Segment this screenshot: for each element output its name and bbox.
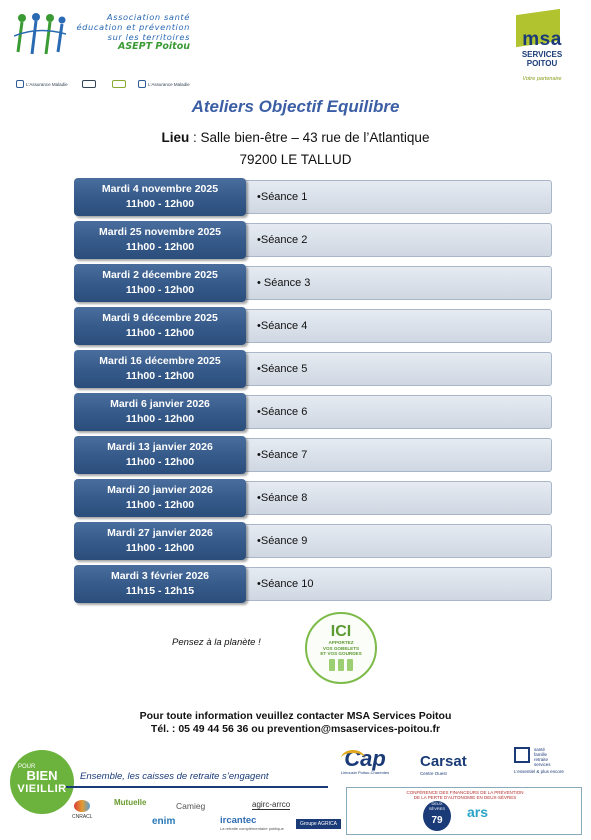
msa-small-words <box>534 747 551 767</box>
session-row <box>74 264 554 307</box>
footer-slogan: Ensemble, les caisses de retraite s’engagent <box>80 771 269 782</box>
cfppa-header-1: CONFÉRENCE DES FINANCEURS DE LA PRÉVENTION <box>406 790 524 795</box>
cfppa-header <box>347 790 583 800</box>
page-title: Ateliers Objectif Equilibre <box>191 97 400 116</box>
asept-poitou-logo <box>14 6 189 70</box>
msa-word-3: retraite <box>534 757 549 762</box>
seance-label: •Séance 9 <box>234 524 552 558</box>
badge-line1: APPORTEZ <box>328 640 354 645</box>
session-row <box>74 479 554 522</box>
session-row <box>74 178 554 221</box>
conference-financeurs-box <box>346 787 582 835</box>
session-time: 11h00 - 12h00 <box>125 198 195 210</box>
ircantec-name: ircantec <box>220 815 257 826</box>
carsat-logo <box>420 753 506 779</box>
seance-label: •Séance 6 <box>234 395 552 429</box>
lieu-line <box>0 130 591 145</box>
badge-line2: VOS GOBELETS <box>322 645 360 651</box>
session-date-block <box>74 264 246 302</box>
session-time: 11h00 - 12h00 <box>125 284 195 296</box>
session-time: 11h00 - 12h00 <box>125 499 195 511</box>
msa-logo-text <box>512 30 572 68</box>
msa-word-1: santé <box>534 747 546 752</box>
session-time: 11h00 - 12h00 <box>125 456 195 468</box>
session-time: 11h00 - 12h00 <box>125 241 195 253</box>
badge-line3: ET VOS GOURDES <box>320 651 362 656</box>
session-date: Mardi 20 janvier 2026 <box>107 484 213 496</box>
contact-line: Pour toute information veuillez contacter MSA Services Poitou <box>139 710 452 722</box>
agirc-arrco-logo: agirc-arrco <box>252 800 291 809</box>
ircantec-sub: La retraite complémentaire publique <box>220 826 284 831</box>
seance-label: •Séance 1 <box>234 180 552 214</box>
lieu-label: Lieu <box>161 130 190 145</box>
session-date-block <box>74 178 246 216</box>
msa-tagline: Votre partenaire <box>522 76 562 82</box>
ircantec-logo <box>220 815 284 831</box>
seance-label: •Séance 10 <box>234 567 552 601</box>
session-date-block <box>74 307 246 345</box>
session-date-block <box>74 221 246 259</box>
session-date-block <box>74 436 246 474</box>
cap-sub: Limousin Poitou-Charentes <box>340 770 390 775</box>
partner-mark-1 <box>82 78 96 90</box>
deux-sevres-logo <box>423 801 451 831</box>
people-figures-icon <box>14 12 66 58</box>
vieillir-label: VIEILLIR <box>17 783 67 795</box>
session-time: 11h00 - 12h00 <box>125 413 195 425</box>
session-date: Mardi 13 janvier 2026 <box>107 441 213 453</box>
partner-logos-row <box>16 78 188 90</box>
seance-label: •Séance 2 <box>234 223 552 257</box>
asept-line3: sur les territoires <box>107 32 190 42</box>
session-time: 11h00 - 12h00 <box>125 542 195 554</box>
contact-phone-email: Tél. : 05 49 44 56 36 ou prevention@msaservices-poitou.fr <box>150 723 441 735</box>
session-date-block <box>74 479 246 517</box>
session-date: Mardi 9 décembre 2025 <box>102 312 218 324</box>
session-row <box>74 307 554 350</box>
lieu-city: 79200 LE TALLUD <box>239 152 352 167</box>
assurance-maladie-label-2: L'Assurance Maladie <box>148 81 190 87</box>
session-row <box>74 350 554 393</box>
session-time: 11h15 - 12h15 <box>125 585 195 597</box>
session-row <box>74 221 554 264</box>
cap-arc-icon <box>341 750 365 767</box>
asept-brand: ASEPT Poitou <box>117 41 190 52</box>
session-date: Mardi 3 février 2026 <box>110 570 210 582</box>
pour-bien-vieillir-logo <box>10 750 74 814</box>
pour-label: POUR <box>18 764 36 770</box>
session-date: Mardi 4 novembre 2025 <box>101 183 219 195</box>
partner-mark-icon <box>82 80 96 88</box>
cnracl-icon <box>74 800 90 812</box>
enim-logo: enim <box>152 816 176 827</box>
msa-small-logo <box>514 747 564 787</box>
agrica-logo: Groupe AGRICA <box>296 819 341 829</box>
sessions-list <box>74 178 554 608</box>
session-time: 11h00 - 12h00 <box>125 327 195 339</box>
assurance-maladie-logo <box>16 78 68 90</box>
partner-mark-icon <box>112 80 126 88</box>
bring-your-cups-badge <box>305 612 377 684</box>
session-date-block <box>74 565 246 603</box>
seance-label: •Séance 7 <box>234 438 552 472</box>
deux-sevres-label: DEUX SÈVRES <box>428 801 446 811</box>
session-date: Mardi 2 décembre 2025 <box>102 269 218 281</box>
msa-services-poitou-logo <box>512 12 572 88</box>
camieg-logo: Camieg <box>176 801 206 811</box>
mutuelle-logo: Mutuelle <box>114 798 147 807</box>
session-time: 11h00 - 12h00 <box>125 370 195 382</box>
cfppa-header-2: DE LA PERTE D'AUTONOMIE EN DEUX-SÈVRES <box>413 795 517 800</box>
cap-name: Cap <box>344 746 386 771</box>
msa-services: SERVICES <box>521 50 563 59</box>
session-row <box>74 393 554 436</box>
asept-line2: éducation et prévention <box>76 22 190 32</box>
cnracl-label: CNRACL <box>72 814 93 820</box>
cfppa-left-logos <box>355 804 415 828</box>
session-date: Mardi 27 janvier 2026 <box>107 527 213 539</box>
msa-square-icon <box>514 747 530 763</box>
cap-logo <box>335 748 395 786</box>
bien-label: BIEN <box>26 768 58 783</box>
cnracl-logo <box>72 800 93 820</box>
planet-reminder: Pensez à la planète ! <box>172 637 261 648</box>
session-date-block <box>74 393 246 431</box>
assurance-maladie-label: L'Assurance Maladie <box>26 81 68 87</box>
msa-name: msa <box>522 29 562 50</box>
seance-label: • Séance 3 <box>234 266 552 300</box>
badge-ici: ICI <box>330 623 352 640</box>
assurance-maladie-icon <box>138 80 146 88</box>
session-date: Mardi 6 janvier 2026 <box>110 398 210 410</box>
carsat-name: Carsat <box>420 753 467 770</box>
asept-text-block <box>68 12 190 52</box>
seance-label: •Séance 8 <box>234 481 552 515</box>
session-date-block <box>74 522 246 560</box>
asept-line1: Association santé <box>106 12 190 22</box>
msa-poitou: POITOU <box>526 59 558 68</box>
cups-icon <box>326 659 356 671</box>
msa-word-2: famille <box>534 752 548 757</box>
seance-label: •Séance 4 <box>234 309 552 343</box>
session-date: Mardi 25 novembre 2025 <box>99 226 221 238</box>
session-date-block <box>74 350 246 388</box>
msa-small-slogan: L'essentiel & plus encore <box>514 769 564 774</box>
session-row <box>74 565 554 608</box>
session-row <box>74 436 554 479</box>
carsat-sub: Centre Ouest <box>420 771 447 776</box>
session-row <box>74 522 554 565</box>
seance-label: •Séance 5 <box>234 352 552 386</box>
assurance-maladie-logo-2 <box>138 78 190 90</box>
assurance-maladie-icon <box>16 80 24 88</box>
partner-mark-2 <box>112 78 126 90</box>
lieu-address: : Salle bien-être – 43 rue de l’Atlantique <box>189 130 430 145</box>
msa-word-4: services <box>534 762 551 767</box>
deux-sevres-num: 79 <box>431 815 443 826</box>
session-date: Mardi 16 décembre 2025 <box>99 355 221 367</box>
ars-logo: ars <box>467 804 489 820</box>
